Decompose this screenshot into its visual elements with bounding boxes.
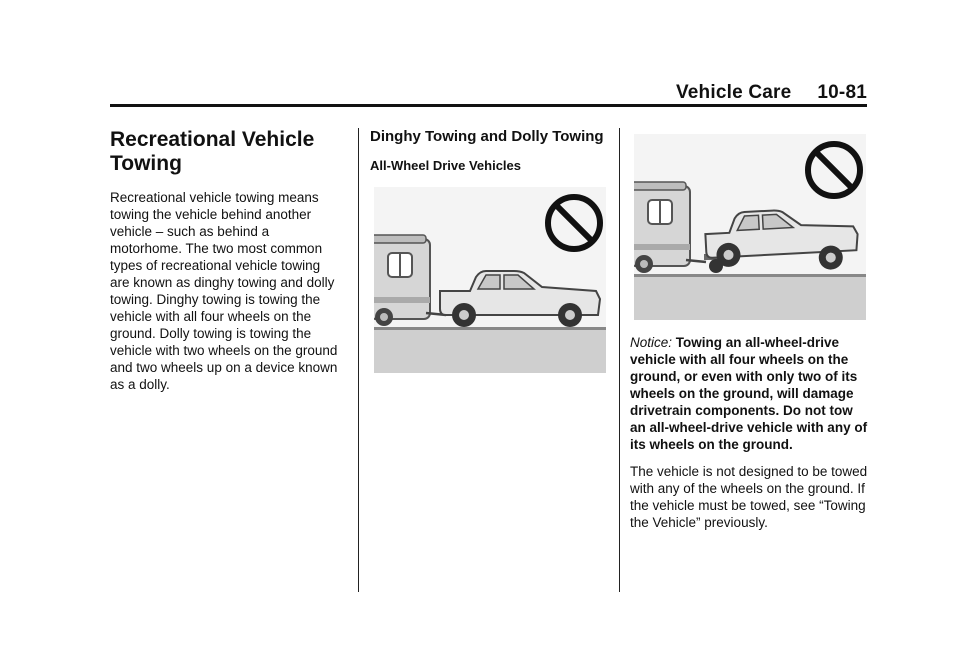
column-divider bbox=[619, 128, 620, 592]
dinghy-towing-illustration bbox=[374, 187, 606, 373]
subsection-heading: Dinghy Towing and Dolly Towing bbox=[370, 128, 604, 145]
pickup-truck bbox=[704, 206, 859, 276]
column-3 bbox=[630, 128, 868, 541]
no-symbol-icon bbox=[808, 144, 860, 196]
motorhome bbox=[374, 235, 430, 326]
header-rule bbox=[110, 104, 867, 107]
motorhome bbox=[634, 182, 690, 273]
column-2 bbox=[370, 128, 608, 373]
no-symbol-icon bbox=[548, 197, 600, 249]
body-paragraph: The vehicle is not designed to be towed with any of the wheels on the ground. If the vehicle must be towed, see “Towing the Vehicle” previously. bbox=[630, 464, 868, 530]
subsection-subtitle: All-Wheel Drive Vehicles bbox=[370, 158, 522, 173]
notice-paragraph bbox=[630, 334, 868, 453]
column-1 bbox=[110, 128, 342, 403]
section-title: Vehicle Care bbox=[675, 82, 792, 103]
body-paragraph: Recreational vehicle towing means towing the vehicle behind another vehicle – such as behind a motorhome. The two most common types of recreational vehicle towing are known as dinghy towing and dolly towing. Dinghy towing is towing the vehicle with all four wheels on the ground. Dolly towing is towing the vehicle with two wheels on the ground and two wheels up on a device known as a dolly. bbox=[110, 190, 338, 392]
page-number: 10-81 bbox=[817, 82, 867, 103]
section-heading: Recreational Vehicle Towing bbox=[110, 128, 315, 175]
dolly-towing-illustration bbox=[634, 134, 866, 320]
pickup-truck bbox=[440, 271, 600, 327]
notice-label: Notice: bbox=[630, 335, 673, 350]
header-text bbox=[676, 82, 867, 104]
notice-text: Towing an all-wheel-drive vehicle with all four wheels on the ground, or even with only two of its wheels on the ground, will damage drivetrain components. Do not tow an all-wheel-drive vehicle with any of its wheels on the ground. bbox=[630, 335, 868, 452]
column-divider bbox=[358, 128, 359, 592]
page-header bbox=[110, 82, 867, 106]
